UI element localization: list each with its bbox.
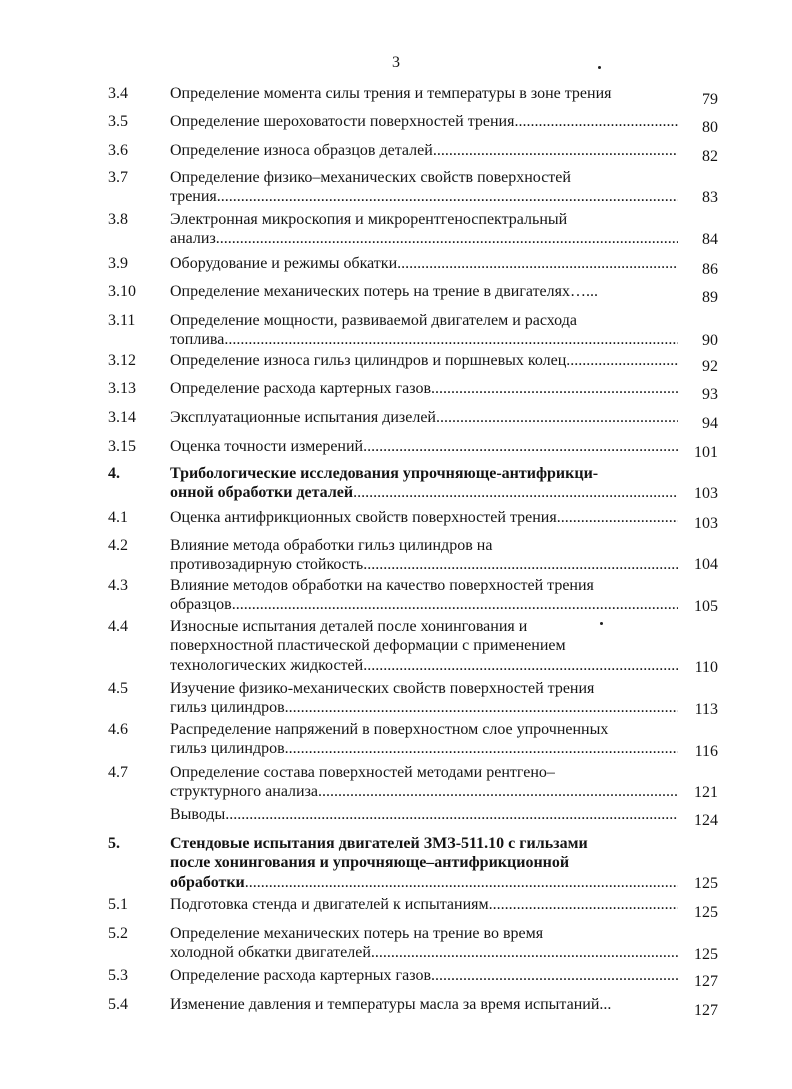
dot-leader	[433, 141, 678, 160]
toc-page-number: 125	[694, 904, 718, 921]
dot-leader	[216, 229, 678, 248]
toc-entry-title-line: после хонингования и упрочняюще–антифрикционной	[170, 854, 570, 872]
toc-entry-title-line: Определение мощности, развиваемой двигателем и расхода	[170, 312, 577, 329]
toc-page-number: 82	[702, 148, 718, 165]
toc-page-number: 101	[694, 444, 718, 461]
toc-page-number: 110	[694, 659, 718, 676]
toc-entry-title	[170, 379, 678, 398]
toc-entry-number: 4.1	[108, 509, 128, 526]
toc-entry-title	[170, 895, 678, 914]
toc-entry-number: 4.4	[108, 618, 128, 635]
toc-entry-number: 5.2	[108, 925, 128, 942]
dot-leader	[371, 943, 678, 962]
toc-entry-title-line: структурного анализа . . .	[170, 782, 678, 801]
toc-entry-number: 5.3	[108, 967, 128, 984]
toc-page-number: 113	[694, 701, 718, 718]
toc-page-number: 86	[702, 261, 718, 278]
toc-entry-title-line: поверхностной пластической деформации с применением	[170, 637, 566, 655]
toc-entry-title-line: Определение шероховатости поверхностей трения . . .	[170, 112, 678, 131]
toc-page-number: 125	[694, 875, 718, 892]
toc-page-number: 116	[694, 743, 718, 760]
toc-entry-number: 3.6	[108, 142, 128, 159]
toc-entry-title-line: Определение расхода картерных газов . . .	[170, 379, 678, 398]
toc-page-number: 103	[694, 485, 718, 502]
toc-entry-title	[170, 617, 678, 675]
toc-entry-title	[170, 576, 678, 615]
toc-entry-title-line: Трибологические исследования упрочняюще-антифрикци-	[170, 465, 599, 482]
toc-entry-title	[170, 282, 678, 301]
toc-entry-title	[170, 168, 678, 207]
toc-entry-number: 4.	[108, 465, 120, 482]
toc-entry-title-line: Определение расхода картерных газов . . .	[170, 966, 678, 985]
toc-entry-title	[170, 464, 678, 503]
toc-page-number: 121	[694, 784, 718, 801]
toc-entry-title-line: Стендовые испытания двигателей ЗМЗ-511.10 с гильзами	[170, 835, 588, 852]
toc-entry-title	[170, 112, 678, 131]
dot-leader	[557, 508, 678, 527]
dot-leader	[431, 966, 678, 985]
toc-entry-title-line: Определение износа гильз цилиндров и поршневых колец . . .	[170, 351, 678, 370]
toc-entry-number: 4.5	[108, 680, 128, 697]
toc-page-number: 80	[702, 119, 718, 136]
toc-entry-number: 3.14	[108, 409, 136, 426]
toc-entry-number: 3.15	[108, 438, 136, 455]
dot-leader	[363, 555, 678, 574]
toc-entry-title	[170, 679, 678, 718]
toc-entry-title	[170, 311, 678, 350]
toc-entry-number: 3.4	[108, 85, 128, 102]
toc-entry-title-line: Определение износа образцов деталей . . .	[170, 141, 678, 160]
dot-leader	[225, 805, 678, 824]
toc-entry-title	[170, 210, 678, 249]
toc-entry-title	[170, 437, 678, 456]
toc-entry-title-line: холодной обкатки двигателей . . .	[170, 943, 678, 962]
toc-entry-title-line: Эксплуатационные испытания дизелей . . .	[170, 408, 678, 427]
toc-entry-title-line: анализ . . .	[170, 229, 678, 248]
toc-entry-title-line: обработки . . .	[170, 873, 678, 892]
toc-entry-title	[170, 966, 678, 985]
toc-page-number: 92	[702, 358, 718, 375]
dot-leader	[285, 739, 678, 758]
dot-leader	[232, 595, 678, 614]
toc-entry-number: 3.8	[108, 211, 128, 228]
dot-leader	[397, 254, 678, 273]
dot-leader	[318, 782, 678, 801]
toc-entry-title-line: Электронная микроскопия и микрорентгеноспектральный	[170, 211, 568, 228]
toc-entry-number: 5.4	[108, 996, 128, 1013]
toc-entry-title	[170, 351, 678, 370]
toc-entry-title-line: Определение физико–механических свойств поверхностей	[170, 169, 571, 186]
toc-entry-title-line: Выводы . . .	[170, 805, 678, 824]
toc-page-number: 124	[694, 812, 718, 829]
toc-entry-number: 3.13	[108, 380, 136, 397]
toc-entry-title	[170, 805, 678, 824]
dot-leader	[224, 330, 678, 349]
toc-page-number: 125	[694, 946, 718, 963]
toc-entry-title-line: Оценка антифрикционных свойств поверхностей трения . . .	[170, 508, 678, 527]
toc-entry-title-line: противозадирную стойкость . . .	[170, 555, 678, 574]
toc-entry-number: 3.10	[108, 283, 136, 300]
toc-entry-title-line: Износные испытания деталей после хонингования и	[170, 618, 528, 635]
dot-leader	[431, 379, 678, 398]
toc-page-number: 84	[702, 231, 718, 248]
dot-leader	[566, 351, 678, 370]
toc-entry-title-line: онной обработки деталей . . .	[170, 483, 678, 502]
toc-page-number: 93	[702, 386, 718, 403]
toc-entry-number: 3.12	[108, 352, 136, 369]
page-number: 3	[392, 54, 400, 71]
dot-leader	[353, 483, 678, 502]
dot-leader	[514, 112, 678, 131]
toc-entry-title-line: Распределение напряжений в поверхностном слое упрочненных	[170, 721, 609, 738]
toc-entry-title-line: Оборудование и режимы обкатки . . .	[170, 254, 678, 273]
toc-entry-title	[170, 254, 678, 273]
toc-entry-number: 4.6	[108, 721, 128, 738]
toc-entry-title	[170, 763, 678, 802]
toc-page-number: 104	[694, 556, 718, 573]
toc-entry-title-line: образцов . . .	[170, 595, 678, 614]
toc-page-number: 105	[694, 598, 718, 615]
dot-leader	[436, 408, 678, 427]
toc-entry-title	[170, 995, 678, 1014]
toc-page-number: 79	[702, 91, 718, 108]
toc-entry-title-line: Влияние метода обработки гильз цилиндров на	[170, 537, 493, 554]
toc-page-number: 127	[694, 973, 718, 990]
toc-entry-title	[170, 924, 678, 963]
toc-page-number: 94	[702, 415, 718, 432]
toc-entry-title-line: Оценка точности измерений . . .	[170, 437, 678, 456]
toc-entry-number: 5.1	[108, 896, 128, 913]
dot-leader	[217, 187, 678, 206]
toc-entry-title-line: Определение момента силы трения и температуры в зоне трения	[170, 85, 612, 102]
toc-entry-title-line: Изменение давления и температуры масла за время испытаний...	[170, 996, 612, 1013]
toc-page-number: 90	[702, 332, 718, 349]
dot-leader	[489, 895, 678, 914]
toc-entry-title-line: гильз цилиндров . . .	[170, 698, 678, 717]
toc-entry-title-line: Подготовка стенда и двигателей к испытаниям . . .	[170, 895, 678, 914]
toc-entry-number: 4.7	[108, 764, 128, 781]
dot-leader	[363, 656, 678, 675]
toc-entry-number: 5.	[108, 835, 120, 852]
toc-entry-number: 3.7	[108, 169, 128, 186]
toc-entry-title	[170, 508, 678, 527]
toc-entry-title	[170, 408, 678, 427]
toc-entry-title-line: Определение механических потерь на трение во время	[170, 925, 544, 942]
toc-entry-title-line: топлива . . .	[170, 330, 678, 349]
toc-entry-title	[170, 141, 678, 160]
dot-leader	[285, 698, 678, 717]
toc-entry-title	[170, 834, 678, 892]
toc-entry-number: 3.11	[108, 312, 136, 329]
toc-entry-title-line: Влияние методов обработки на качество поверхностей трения	[170, 577, 594, 594]
toc-entry-title	[170, 720, 678, 759]
dot-leader	[245, 873, 678, 892]
toc-entry-title	[170, 84, 678, 103]
toc-entry-title-line: гильз цилиндров . . .	[170, 739, 678, 758]
toc-entry-number: 3.5	[108, 113, 128, 130]
toc-entry-number: 4.2	[108, 537, 128, 554]
toc-entry-title	[170, 536, 678, 575]
toc-entry-title-line: Изучение физико-механических свойств поверхностей трения	[170, 680, 595, 697]
toc-page-number: 127	[694, 1002, 718, 1019]
toc-entry-number: 4.3	[108, 577, 128, 594]
dot-leader	[363, 437, 678, 456]
toc-entry-number: 3.9	[108, 255, 128, 272]
toc-page-number: 89	[702, 289, 718, 306]
toc-entry-title-line: трения . . .	[170, 187, 678, 206]
toc-entry-title-line: Определение механических потерь на трение в двигателях…...	[170, 283, 598, 300]
toc-entry-title-line: Определение состава поверхностей методами рентгено–	[170, 764, 555, 781]
toc-entry-title-line: технологических жидкостей . . .	[170, 656, 678, 675]
toc-page-number: 83	[702, 189, 718, 206]
toc-page-number: 103	[694, 515, 718, 532]
